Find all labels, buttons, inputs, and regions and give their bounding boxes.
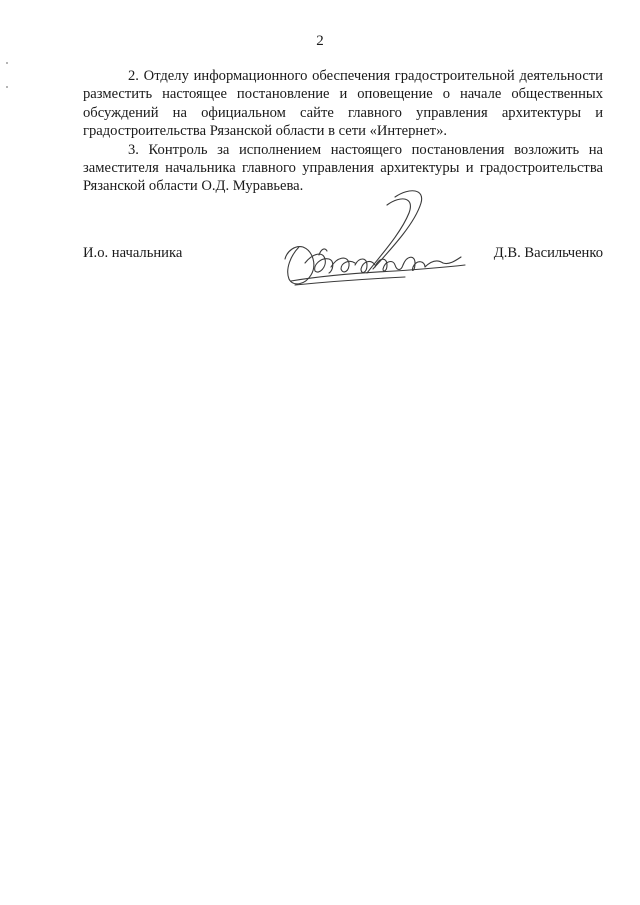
paragraph-2: 2. Отделу информационного обеспечения градостроительной деятельности разместить настоящее постановление и оповещение о начале общественных обсуждений на официальном сайте главного управления архитектуры и градостроительства Рязанской области в сети «Интернет». [83, 68, 603, 140]
signatory-position: И.о. начальника [83, 245, 183, 261]
scan-margin-mark [6, 86, 8, 88]
signatory-name: Д.В. Васильченко [493, 245, 603, 261]
signature-block [83, 245, 603, 265]
paragraph-3: 3. Контроль за исполнением настоящего постановления возложить на заместителя начальника главного управления архитектуры и градостроительства Рязанской области О.Д. Муравьева. [83, 141, 603, 195]
handwritten-signature [275, 185, 470, 295]
page-number: 2 [316, 33, 324, 49]
scan-margin-mark [6, 62, 8, 64]
document-body [83, 67, 603, 196]
